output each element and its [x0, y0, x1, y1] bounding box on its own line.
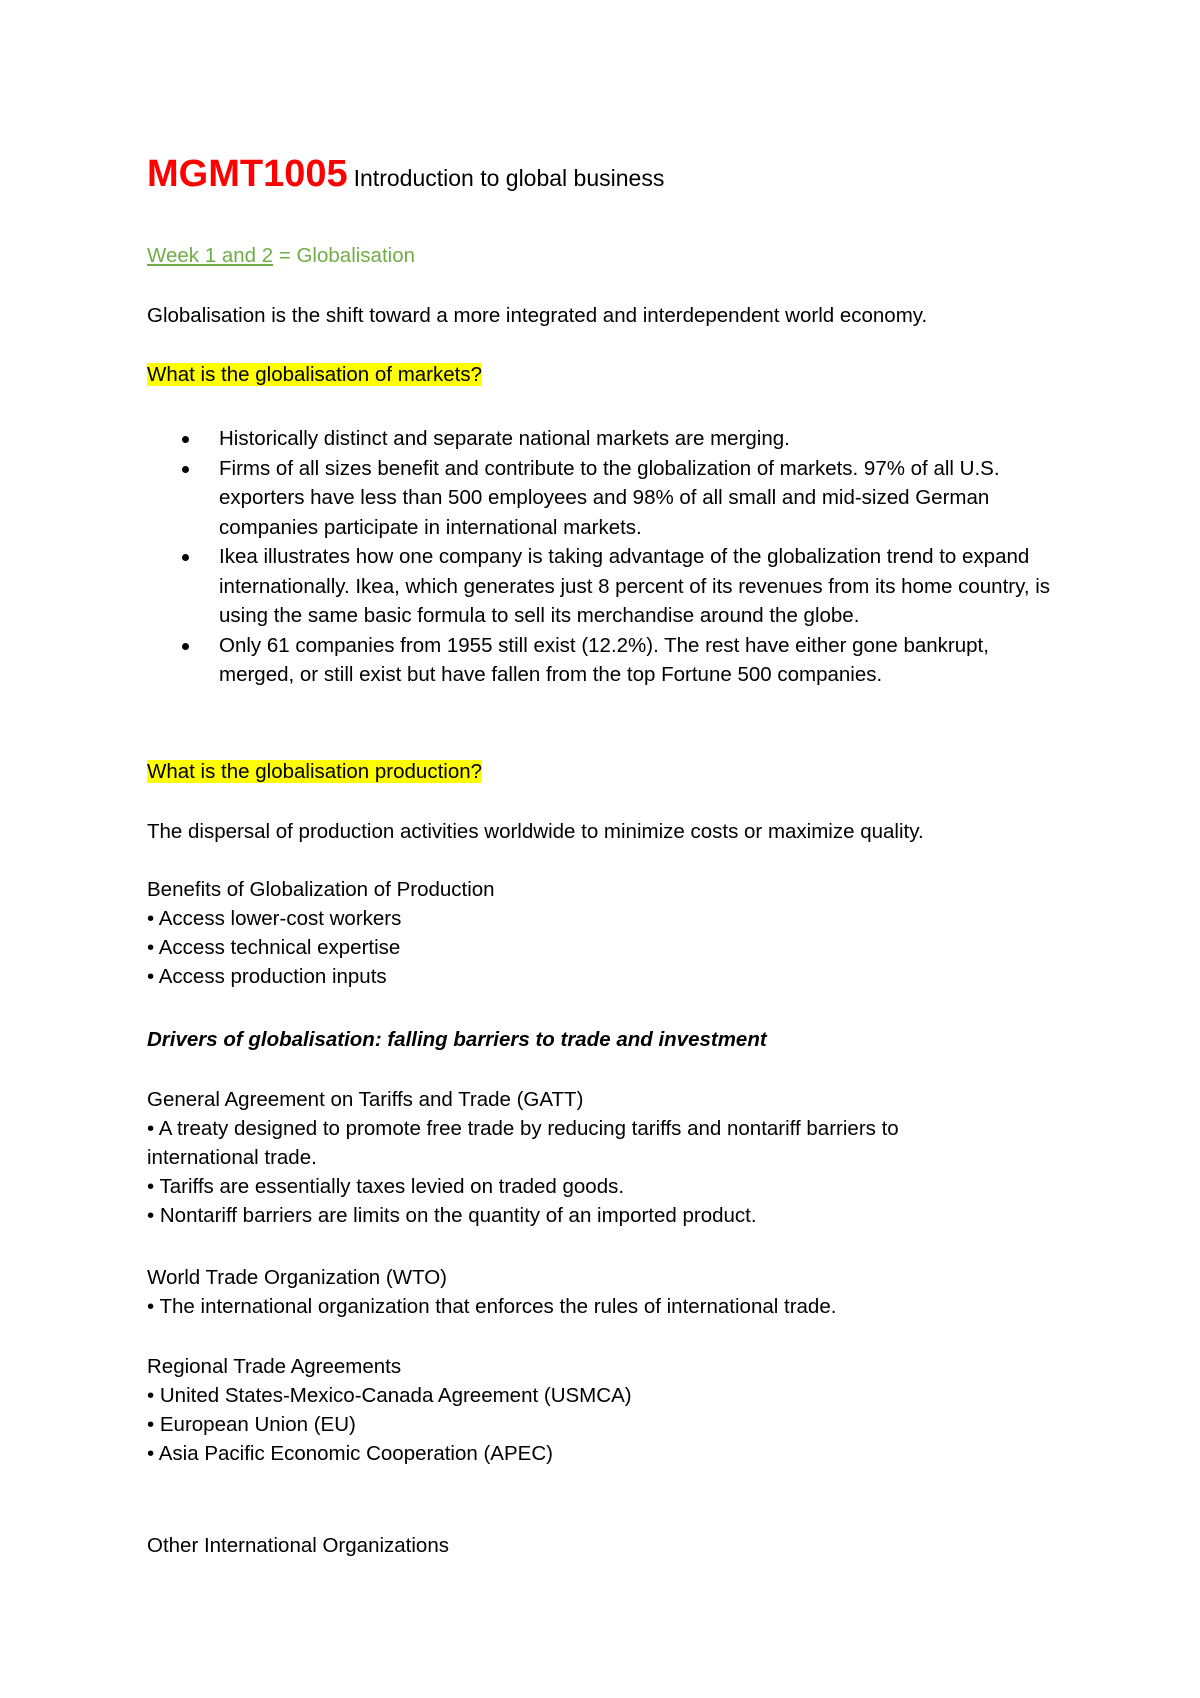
document-title — [147, 152, 664, 200]
wto-heading: World Trade Organization (WTO) — [147, 1266, 448, 1289]
list-item — [147, 631, 1067, 690]
question-markets — [147, 360, 482, 389]
globalisation-definition: Globalisation is the shift toward a more integrated and interdependent world economy. — [147, 304, 928, 327]
bullet-dot — [182, 643, 189, 650]
list-item: • Access production inputs — [147, 965, 387, 988]
other-organizations-heading: Other International Organizations — [147, 1534, 449, 1557]
list-item: • The international organization that enforces the rules of international trade. — [147, 1295, 837, 1318]
bullet-dot — [182, 436, 189, 443]
course-title: Introduction to global business — [353, 165, 665, 191]
gatt-heading: General Agreement on Tariffs and Trade (GATT) — [147, 1088, 584, 1111]
drivers-heading: Drivers of globalisation: falling barriers to trade and investment — [147, 1028, 767, 1051]
benefits-heading: Benefits of Globalization of Production — [147, 878, 495, 901]
list-item — [147, 454, 1067, 543]
list-item: • A treaty designed to promote free trade by reducing tariffs and nontariff barriers to — [147, 1117, 899, 1140]
list-item — [147, 542, 1067, 631]
list-item-text: Ikea illustrates how one company is taking advantage of the globalization trend to expand internationally. Ikea, which generates just 8 percent of its revenues from its home country, is using the same basic formula to sell its merchandise around the globe. — [219, 545, 1051, 627]
question-markets-text: What is the globalisation of markets? — [147, 363, 482, 386]
benefits-section — [147, 875, 1107, 991]
question-production-text: What is the globalisation production? — [147, 760, 483, 783]
list-item: international trade. — [147, 1146, 317, 1169]
list-item: • Access technical expertise — [147, 936, 401, 959]
rta-heading: Regional Trade Agreements — [147, 1355, 402, 1378]
list-item: • Nontariff barriers are limits on the quantity of an imported product. — [147, 1204, 757, 1227]
rta-section — [147, 1352, 1107, 1468]
list-item: • Asia Pacific Economic Cooperation (APEC) — [147, 1442, 553, 1465]
list-item — [147, 424, 1067, 454]
gatt-section — [147, 1085, 1107, 1230]
list-item: • European Union (EU) — [147, 1413, 356, 1436]
week-heading — [147, 241, 415, 270]
list-item-text: Firms of all sizes benefit and contribute to the globalization of markets. 97% of all U.S. exporters have less than 500 employees and 98% of all small and mid-sized German companies participate in international markets. — [219, 456, 1000, 539]
list-item: • Access lower-cost workers — [147, 907, 402, 930]
production-definition: The dispersal of production activities worldwide to minimize costs or maximize quality. — [147, 820, 924, 843]
markets-bullet-list — [147, 424, 1067, 690]
list-item-text: Only 61 companies from 1955 still exist (12.2%). The rest have either gone bankrupt, merged, or still exist but have fallen from the top Fortune 500 companies. — [219, 633, 989, 686]
bullet-dot — [182, 554, 189, 561]
question-production — [147, 757, 482, 786]
list-item: • United States-Mexico-Canada Agreement (USMCA) — [147, 1384, 632, 1407]
week-topic: = Globalisation — [273, 244, 416, 267]
list-item: • Tariffs are essentially taxes levied on traded goods. — [147, 1175, 625, 1198]
list-item-text: Historically distinct and separate national markets are merging. — [219, 427, 790, 450]
bullet-dot — [182, 466, 189, 473]
week-link[interactable]: Week 1 and 2 — [147, 244, 274, 267]
course-code: MGMT1005 — [147, 153, 348, 195]
wto-section — [147, 1263, 1107, 1321]
